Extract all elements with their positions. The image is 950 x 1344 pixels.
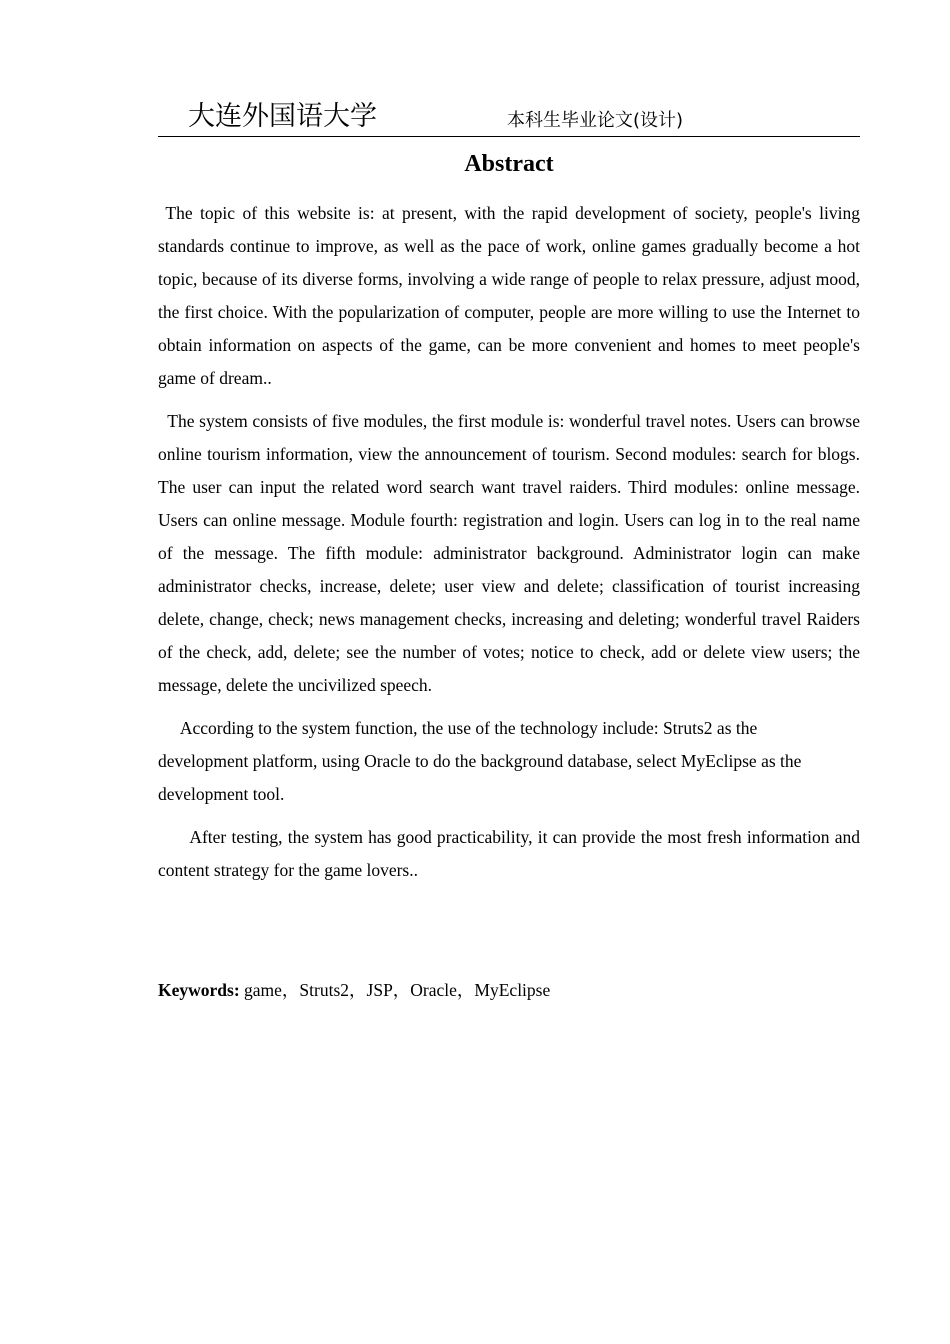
abstract-title: Abstract: [464, 151, 554, 177]
page-header: [158, 96, 860, 137]
abstract-paragraph-3: According to the system function, the use of the technology include: Struts2 as the development platform, using Oracle to do the background database, select MyEclipse as the development tool.: [158, 718, 806, 804]
document-type: 本科生毕业论文(设计): [507, 110, 684, 131]
abstract-paragraph-4: After testing, the system has good practicability, it can provide the most fresh information and content strategy for the game lovers..: [158, 827, 865, 880]
abstract-paragraph-1: The topic of this website is: at present, with the rapid development of society, people's living standards continue to improve, as well as the pace of work, online games gradually become a hot topic, because of its diverse forms, involving a wide range of people to relax pressure, adjust mood, the first choice. With the popularization of computer, people are more willing to use the Internet to obtain information on aspects of the game, can be more convenient and homes to meet people's game of dream..: [158, 203, 865, 388]
keywords-label: Keywords:: [158, 980, 240, 1000]
abstract-body: [158, 197, 865, 897]
keywords-value: game，Struts2，JSP，Oracle，MyEclipse: [239, 980, 551, 1000]
university-name: 大连外国语大学: [188, 101, 377, 132]
keywords-line: [158, 974, 860, 1007]
abstract-paragraph-2: The system consists of five modules, the first module is: wonderful travel notes. Users can browse online tourism information, view the announcement of tourism. Second modules: search for blogs. The user can input the related word search want travel raiders. Third modules: online message. Users can online message. Module fourth: registration and login. Users can log in to the real name of the message. The fifth module: administrator background. Administrator login can make administrator checks, increase, delete; user view and delete; classification of tourist increasing delete, change, check; news management checks, increasing and deleting; wonderful travel Raiders of the check, add, delete; see the number of votes; notice to check, add or delete view users; the message, delete the uncivilized speech.: [158, 411, 865, 695]
